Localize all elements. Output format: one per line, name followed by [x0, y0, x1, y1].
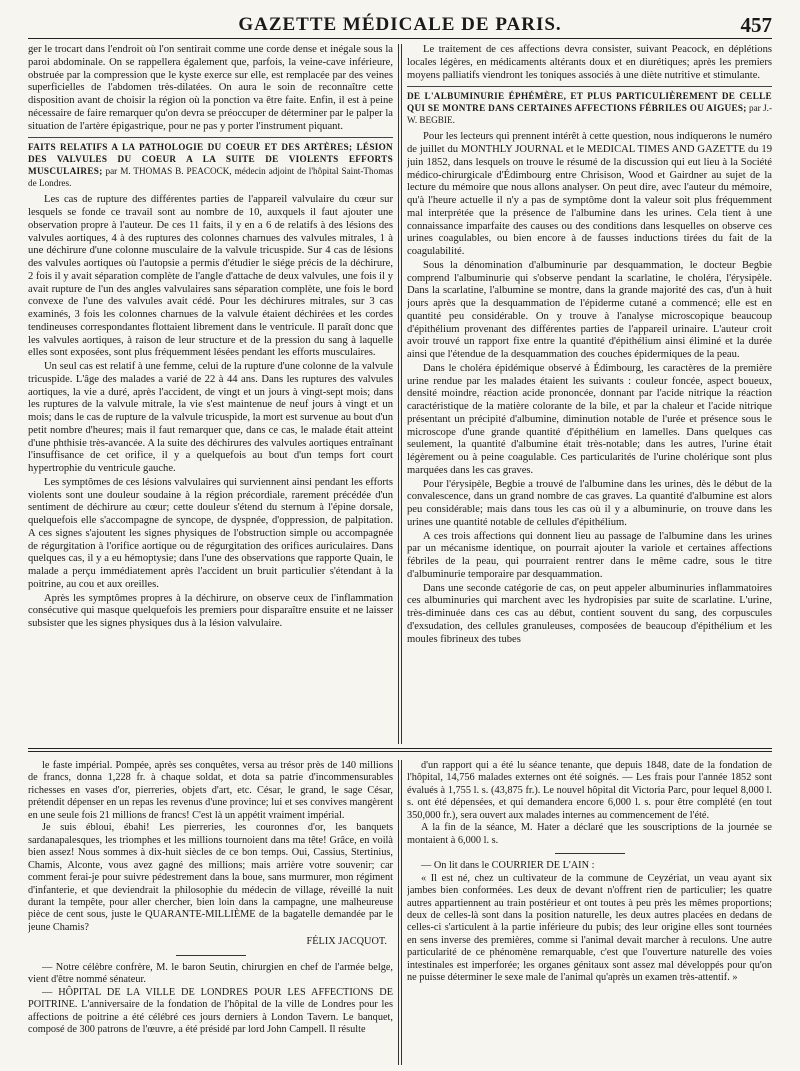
paragraph: d'un rapport qui a été lu séance tenante, que depuis 1848, date de la fondation de l'hôpital, 14,756 malades externes ont été soignés. — Les frais pour l'année 1852 sont évalués à 1,755 l. s. (43,875 fr.). Le nouvel hôpital dit Victoria Parc, pour lequel 8,000 l. s. ont été dépensées, et qui demandera encore 6,000 l. s. pour être complété (en tout 350,000 fr.), sera ouvert aux malades internes au commencement de l'été.	[407, 760, 772, 821]
top-right-column	[407, 44, 772, 744]
top-left-column	[28, 44, 393, 744]
signature: FÉLIX JACQUOT.	[306, 936, 387, 948]
paragraph: Les cas de rupture des différentes parties de l'appareil valvulaire du cœur sur lesquels se fonde ce travail sont au nombre de 10, auxquels il faut ajouter une observation propre à l'auteur. De ces 11 faits, il y en a 6 de relatifs à des lésions des valvules aortiques, 4 à des ruptures des colonnes charnues des valvules mitrales, 1 à une déchirure d'une colonne musculaire de la valvule tricuspide. Sur 4 cas de lésions des valvules aortiques où l'autopsie a permis d'étudier le siége précis de la déchirure, 2 fois il y avait séparation complète de l'angle d'attache de deux valvules, une fois il y avait rupture de l'un des angles valvulaires sans séparation complète, une fois le bord convexe de l'une des valvules avait cédé. Pour les déchirures mitrales, sur 3 cas examinés, 3 fois les colonnes charnues de la valvule étaient déchirées et les cordes tendineuses correspondantes flottaient librement dans le ventricule. Il paraît donc que les valvules aortiques, à raison de leur structure et de la pression du sang à laquelle elles sont exposées, sont plus fréquemment lésées pendant les efforts musculaires.	[28, 194, 393, 359]
page-header	[28, 12, 772, 39]
paragraph: Le traitement de ces affections devra consister, suivant Peacock, en déplétions locales légères, en médicaments altérants doux et en diurétiques; après les premiers moyens palliatifs viendront les toniques associés à une diète nutritive et stimulante.	[407, 44, 772, 81]
bottom-right-column	[407, 760, 772, 1065]
feuilleton-section	[28, 760, 772, 1065]
paragraph: Dans une seconde catégorie de cas, on peut appeler albuminuries inflammatoires ces albuminuries qui marchent avec les hydropisies par suite de scarlatine. L'urine, très-diminuée dans ces cas au début, contient souvent du sang, des corpuscules d'exsudation, des cellules granuleuses, composées de beaucoup d'épithélium et les moules fibrineux des tubes	[407, 582, 772, 645]
journal-title: GAZETTE MÉDICALE DE PARIS.	[238, 14, 562, 35]
section-author: par M. THOMAS B. PEACOCK, médecin adjoint de l'hôpital Saint-Thomas de Londres.	[28, 166, 393, 189]
paragraph: — Notre célèbre confrère, M. le baron Seutin, chirurgien en chef de l'armée belge, vient d'être nommé sénateur.	[28, 961, 393, 986]
page-number: 457	[740, 13, 772, 37]
section-heading-text: DE L'ALBUMINURIE ÉPHÉMÈRE, ET PLUS PARTICULIÈREMENT DE CELLE QUI SE MONTRE DANS CERTAINES AFFECTIONS FÉBRILES OU AIGUES;	[407, 91, 772, 114]
paragraph: Les symptômes de ces lésions valvulaires qui surviennent ainsi pendant les efforts violents sont une douleur soudaine à la région précordiale, rarement précédée d'un sentiment de déchirure au cœur; cette douleur s'étend du sternum à l'épine dorsale, quelquefois elle s'accompagne de syncope, de dyspnée, d'oppression, de palpitation. A ces signes s'ajoutent les signes physiques de l'obstruction simple ou accompagnée de régurgitation à l'orifice aortique ou de régurgitation des orifices auriculaires. Dans quelques cas, il y a eu hémoptysie; dans l'une des observations que rapporte Quain, le malade a perçu immédiatement après l'accident un bruit particulier s'étendant à la poitrine, au cou et aux oreilles.	[28, 476, 393, 590]
column-divider	[393, 44, 407, 744]
paragraph: Pour l'érysipèle, Begbie a trouvé de l'albumine dans les urines, dès le début de la convalescence, dans un grand nombre de cas graves. La quantité d'albumine est alors peu considérable; mais dans tous les cas où il y a albuminurie, on trouve dans les urines une quantité notable de cellules d'épithélium.	[407, 478, 772, 528]
divider	[176, 955, 246, 956]
paragraph: Pour les lecteurs qui prennent intérêt à cette question, nous indiquerons le numéro de juillet du MONTHLY JOURNAL et le MEDICAL TIMES AND GAZETTE du 19 juin 1852, dans lesquels on trouve le résumé de la discussion qui eut lieu à la Société médico-chirurgicale d'Édimbourg entre Chrisison, Wood et Gairdner au sujet de la lecture du mémoire que nous allons analyser. On peut dire, avec l'auteur du mémoire, qu'à l'heure actuelle il n'y a pas de symptôme dont la valeur soit plus fréquemment mal interprétée que la présence de l'albumine dans les urines. Cela tient à une connaissance imparfaite des causes ou des conditions dans lesquelles on observe ces urines coagulables, ou bien encore à de fausses inductions tirées du fait de la coagulabilité.	[407, 131, 772, 257]
paragraph: Dans le choléra épidémique observé à Édimbourg, les caractères de la première urine rendue par les malades étaient les suivants : couleur foncée, aspect boueux, densité moindre, réaction acide prononcée, donnant par l'acide nitrique la réaction caractéristique de la matière colorante de la bile, et par la chaleur et l'acide nitrique présentant un précipité d'albumine, diminution notable de l'urée et présence sous le microscope d'une grande quantité d'épithélium en lamelles. Dans quelques cas seulement, la quantité d'albumine était très-notable; dans les autres, l'urine était légèrement ou à peine coagulable. Ces particularités de l'urine cholérique sont plus marquées dans les cas graves.	[407, 362, 772, 476]
paragraph: A ces trois affections qui donnent lieu au passage de l'albumine dans les urines par un mécanisme identique, on pourrait ajouter la variole et certaines affections fébriles de la peau, qui pourraient rentrer dans le même cadre, sous le titre d'albuminurie temporaire par desquammation.	[407, 530, 772, 580]
paragraph: Un seul cas est relatif à une femme, celui de la rupture d'une colonne de la valvule tricuspide. L'âge des malades a varié de 22 à 44 ans. Dans les ruptures des valvules aortiques, la vie a duré, après l'accident, de vingt et un jours à vingt-sept mois; dans les ruptures de la valvule mitrale, la vie s'est maintenue de neuf jours à vingt et un mois; dans le cas de rupture de la valvule tricuspide, la mort est survenue au bout d'un petit nombre d'heures; mais il faut remarquer que, dans ce cas, le malade était atteint d'une phthisie très-avancée. A la suite des déchirures des valvules aortiques entraînant l'insuffisance de cet orifice, il y a quelquefois au bout d'un temps fort court hypertrophie du ventricule gauche.	[28, 361, 393, 474]
paragraph: Je suis ébloui, ébahi! Les pierreries, les couronnes d'or, les banquets sardanapalesques, les triomphes et les millions tournoient dans ma tête! Grâce, en voilà bien assez! Nous sommes à dix-huit siècles de ce bon temps. Oui, Cassius, Stertinius, Chamis, Alconte, vous avez gagné des millions; mais arrière votre souvenir; car comment ferai-je pour suivre pédestrement dans la boue, sans murmurer, mon régiment d'infanterie, et que deviendrait la philosophie du médecin de village, réveillé la nuit durant la tempête, pour aller chercher, bien loin dans la campagne, une malheureuse pièce de cent sous, juste le QUARANTE-MILLIÈME de la bagatelle demandée par le jeune Chamis?	[28, 822, 393, 933]
paragraph: le faste impérial. Pompée, après ses conquêtes, versa au trésor près de 140 millions de francs, donna 1,228 fr. à chaque soldat, et dota sa patrie d'incommensurables richesses en vases d'or, pierreries, objets d'art, etc. César, le grand, le sage César, prétendit dépenser en un repas les revenus d'une province; lui et ses convives mangèrent en une seule fois 21 millions de francs! C'est là un appétit vraiment impérial.	[28, 760, 393, 821]
paragraph: — On lit dans le COURRIER DE L'AIN :	[421, 860, 595, 872]
divider	[555, 853, 625, 854]
section-heading-peacock	[28, 137, 393, 189]
paragraph: « Il est né, chez un cultivateur de la commune de Ceyzériat, un veau ayant six jambes bien conformées. Les deux de devant n'offrent rien de particulier; les quatre autres appartiennent au train postérieur et ont toutes à peu près les mêmes proportions; deux de celles-là sont dans la position naturelle, les deux autres placées en dedans de celles-ci s'articulent à la partie inférieure du pubis; des leur origine elles sont tournées en sens inverse des premières, comme si l'animal devait marcher à reculons. Une autre particularité de ce phénomène remarquable, c'est que l'ouverture naturelle des voies intestinales est imperforée; les organes génitaux sont assez mal développés pour qu'on ne puisse déterminer le sexe male de l'animal qu'après un examen très-attentif. »	[407, 872, 772, 984]
paragraph: Sous la dénomination d'albuminurie par desquammation, le docteur Begbie comprend l'albuminurie qui s'observe pendant la scarlatine, le choléra, l'érysipèle. Dans la scarlatine, l'albumine se montre, dans la grande majorité des cas, d'un à huit jours après que la desquammation de l'épiderme cutané a commencé; elle est en quantité peu considérable. On y trouve à l'analyse microscopique beaucoup d'épithélium provenant des différentes parties de l'appareil urinaire. L'auteur croit avoir trouvé un rapport fixe entre la quantité d'épithélium ainsi éliminé et la durée ainsi que l'étendue de la desquammation des couches épidermiques de la peau.	[407, 259, 772, 360]
section-heading-begbie	[407, 86, 772, 126]
top-section	[28, 44, 772, 744]
paragraph: Après les symptômes propres à la déchirure, on observe ceux de l'inflammation consécutive qui masque quelquefois les premiers pour disparaître ensuite et ne laisser subsister que les signes physiques dus à la lésion valvulaire.	[28, 592, 393, 629]
paragraph: — HÔPITAL DE LA VILLE DE LONDRES POUR LES AFFECTIONS DE POITRINE. L'anniversaire de la fondation de l'hôpital de la ville de Londres pour les affections de poitrine a été célébré ces jours derniers à London Tavern. Le banquet, composé de 300 patrons de l'œuvre, a été présidé par lord John Campell. Il résulte	[28, 986, 393, 1036]
feuilleton-divider	[28, 748, 772, 754]
section-author: par J.-W. BEGBIE.	[407, 103, 772, 126]
column-divider	[393, 760, 407, 1065]
section-heading-text: FAITS RELATIFS A LA PATHOLOGIE DU COEUR ET DES ARTÈRES; LÉSION DES VALVULES DU COEUR A LA SUITE DE VIOLENTS EFFORTS MUSCULAIRES;	[28, 142, 393, 177]
bottom-left-column	[28, 760, 393, 1065]
paragraph: ger le trocart dans l'endroit où l'on sentirait comme une corde dense et inégale sous la paroi abdominale. On se rappellera également que, parfois, la veine-cave inférieure, obstruée par la compression que le kyste exerce sur elle, est remplacée par des veines superficielles de l'abdomen très-dilatées. On aura le soin de reconnaître cette disposition avant de choisir la région où la ponction va être faite. Enfin, il est à peine nécessaire de faire remarquer qu'on devra se préoccuper de déterminer par le palper la situation de l'artère épigastrique, pour ne pas y porter l'instrument piquant.	[28, 44, 393, 132]
paragraph: A la fin de la séance, M. Hater a déclaré que les souscriptions de la journée se montaient à 6,000 l. s.	[407, 822, 772, 846]
